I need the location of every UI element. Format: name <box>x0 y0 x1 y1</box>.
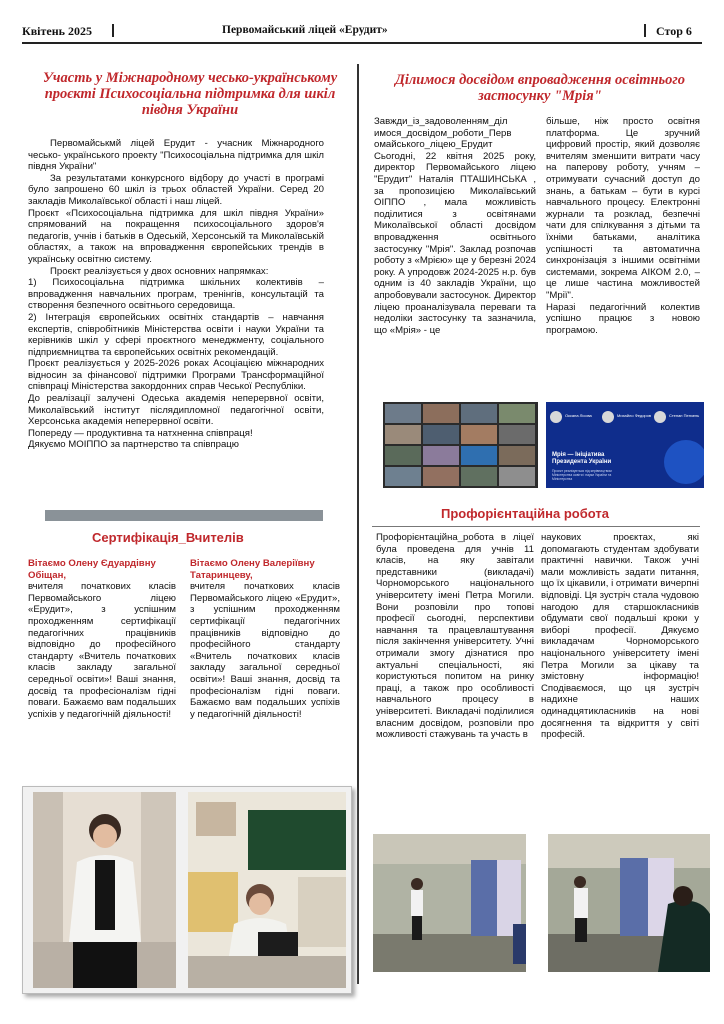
certification-right-column <box>190 558 340 720</box>
career-event-photo-left-art <box>373 834 526 972</box>
paragraph: До реалізації залучені Одеська академія неперервної освіти, Миколаївський інститут післядипломної педагогічної освіти, Херсонська академія неперервної освіти. <box>28 393 324 428</box>
career-guidance-col1: Профорієнтаційна_робота в ліцеї була проведена для учнів 11 класів, на яку завітали представники (викладачі) Чорноморського національного університету імені Петра Могили. Вони розповіли про топові професії сьогодні, перспективи навчання та працевлаштування після закінчення університету. Учні отримали змогу дізнатися про актуальні спеціальності, які користуються попитом на ринку праці, а також про особливості навчального процесу в університеті. Викладачі поділилися власним досвідом, розповіли про можливості стажувань та участь в <box>376 532 534 741</box>
paragraph: Первомайськмй ліцей Ерудит - учасник Міжнародного чесько- українського проекту "Психосоціальна підтримка для шкіл півдня України" <box>28 138 324 173</box>
section-rule <box>372 526 700 527</box>
paragraph: Проєкт реалізується у двох основних напрямках: <box>50 265 269 277</box>
teacher-photo-left <box>33 792 176 988</box>
paragraph: Дякуємо МОІППО за партнерство та співпрацю <box>28 439 239 451</box>
article-title-career-guidance: Профорієнтаційна робота <box>441 506 609 521</box>
issue-date: Квітень 2025 <box>22 24 92 38</box>
header-separator <box>112 24 114 37</box>
banner-person-name: Михайло Федоров <box>617 413 652 418</box>
paragraph: більше, ніж просто освітня платформа. Це зручний цифровий простір, який дозволяє вчителям зменшити витрати часу на паперову роботу, учням – отримувати сучасний доступ до знань, а батькам – бути в курсі навчального процесу. Електронні журнали та розклад, безпечні чати для спілкування з дітьми та їхніми батьками, аналітика успішності та автоматична синхронізація з іншими освітніми системами, зокрема АІКОМ 2.0, – це лише частина можливостей "Мрії". <box>546 116 700 301</box>
paragraph: За результатами конкурсного відбору до участі в програмі було запрошено 60 шкіл із трьох областей України. Серед 20 закладів Миколаївської області і наш ліцей. <box>28 172 324 207</box>
paragraph: вчителя початкових класів Первомайського ліцею «Ерудит», з успішним проходженням сертифікації педагогічних працівників відповідно до професійного стандарту «Вчитель початкових класів закладу загальної середньої освіти»! Ваші знання, досвід та професіоналізм гідні поваги. Бажаємо вам подальших успіхів у педагогічній діяльності! <box>190 581 340 720</box>
teacher-photo-right <box>188 792 346 988</box>
banner-caption: Проєкт реалізується під керівництвом Міністерства освіти і науки України та Міністерства <box>552 469 612 481</box>
section-divider-bar <box>45 510 323 521</box>
paragraph: Наразі педагогічний колектив успішно працює з новою програмою. <box>546 301 700 336</box>
paragraph: 1) Психосоціальна підтримка шкільних колективів – впровадження навчальних програм, тренінгів, консультацій та створення безпечного освітнього середовища. <box>28 277 324 312</box>
teacher-photo-right-art <box>188 792 346 988</box>
paragraph: 2) Інтеграція європейських освітніх стандартів – навчання експертів, співробітників Міністерства освіти і науки України та керівників шкіл у сфері проєктного менеджменту, соціального підприємництва та європейських освітніх рекомендацій. <box>28 311 324 358</box>
column-divider <box>357 64 359 984</box>
header-separator <box>644 24 646 37</box>
page-header <box>22 22 702 42</box>
career-event-photo-right <box>548 834 710 972</box>
career-guidance-col2: наукових проєктах, які допомагають студентам здобувати практичні навички. Також учні мали можливість задати питання, що їх цікавили, і отримати вичерпні відповіді. Ця зустріч стала чудовою нагодою для старшокласників обдумати свої подальші кроки у виборі професії. Дякуємо викладачам Чорноморського національного університету імені Петра Могили за цікаву та змістовну інформацію! Сподіваємося, що ця зустріч надихне наших одинадцятикласників на нові досягнення та відкриття у світі професій. <box>541 532 699 741</box>
paragraph: Попереду — продуктивна та натхненна співпраця! <box>28 427 253 439</box>
article-body-mriia-col1: Завжди_із_задоволенням_діл имося_досвідом_роботи_Перв омайського_ліцею_Ерудит Сьогодні, 22 квітня 2025 року, директор Первомайського ліцею "Ерудит" Наталія ПТАШИНСЬКА , за пропозицією Миколаївський ОІППО , мала можливість поділитися з освітянами Миколаївської області досвідом впровадження освітнього застосунку "Мрія". Заклад розпочав роботу з «Мрією» ще у березні 2024 року. А упродовж 2024-2025 н.р. був одним із 40 закладів України, що апробовували застосунок. Директор ліцею проаналізувала переваги та недоліки застосунку та зазначила, що «Мрія» - це <box>374 116 536 336</box>
mriia-banner <box>546 402 704 488</box>
paragraph: вчителя початкових класів Первомайського ліцею «Ерудит», з успішним проходженням сертифікації педагогічних працівників відповідно до професійного стандарту «Вчитель початкових класів закладу загальної середньої освіти»! Ваші знання, досвід та професіоналізм гідні поваги. Бажаємо вам подальших успіхів у педагогічній діяльності! <box>28 581 176 720</box>
video-conference-grid <box>383 402 538 488</box>
career-event-photo-right-art <box>548 834 710 972</box>
banner-person-name: Степан Пензель <box>669 413 700 418</box>
banner-headline: Мрія — Ініціатива <box>552 452 605 458</box>
article-title-czech-project: Участь у Міжнародному чесько-українському проєкті Психосоціальна підтримка для шкіл півдня України <box>42 70 338 118</box>
teacher-name: Вітаємо Олену Єдуардівну Обіщан, <box>28 558 156 581</box>
teacher-name: Вітаємо Олену Валеріївну Татаринцеву, <box>190 558 315 581</box>
article-body-czech-project <box>28 138 324 451</box>
banner-headline: Президента України <box>552 459 612 465</box>
article-body-mriia-col2 <box>546 116 700 336</box>
paragraph: Проєкт «Психосоціальна підтримка для шкіл півдня України» спрямований на покращення психосоціального здоров'я педагогів, учнів і батьків в Одеській, Херсонській та Миколаївській областях, а також на впровадження європейських трендів в українську освітню систему. <box>28 207 324 265</box>
certification-left-column <box>28 558 176 720</box>
article-title-mriia: Ділимося досвідом впровадження освітнього застосунку "Мрія" <box>394 72 686 104</box>
paragraph: Проєкт реалізується у 2025-2026 роках Асоціацією міжнародних відносин за фінансової підтримки Програми Трансформаційної співпраці Міністерства закордонних справ Чеської Республіки. <box>28 358 324 393</box>
newspaper-title: Первомайський ліцей «Ерудит» <box>222 24 388 36</box>
article-title-certification: Сертифікація_Вчителів <box>92 530 244 545</box>
page-number: Стор 6 <box>656 24 692 38</box>
video-conference-photo <box>383 402 538 488</box>
header-rule <box>22 42 702 44</box>
teacher-photo-left-art <box>33 792 176 988</box>
banner-person-name: Оксана Лісова <box>565 413 592 418</box>
career-event-photo-left <box>373 834 526 972</box>
